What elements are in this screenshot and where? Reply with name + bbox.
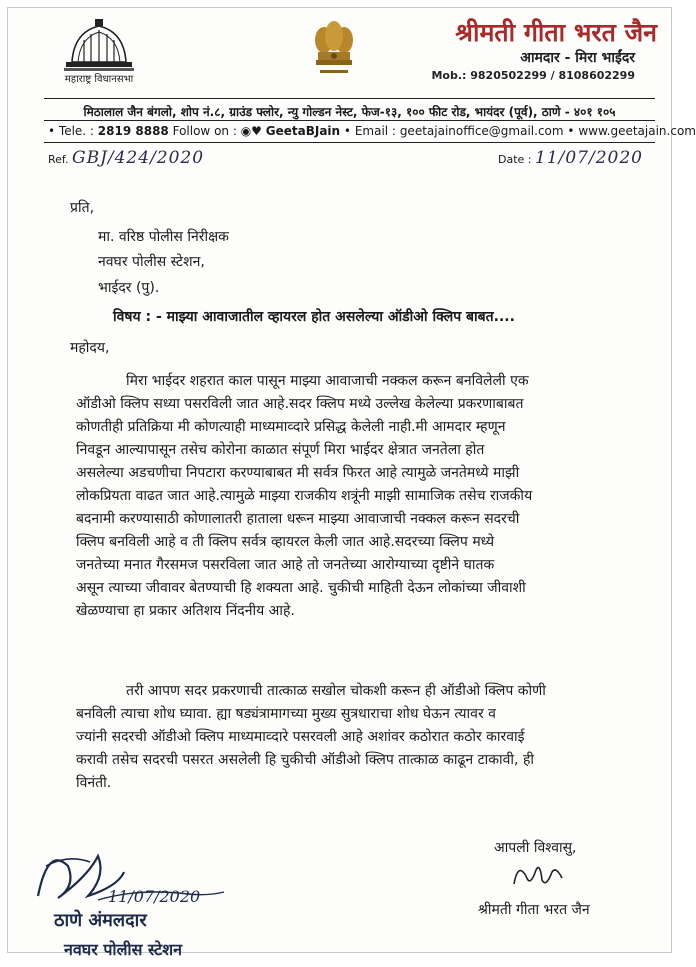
tel-value: 2819 8888	[97, 124, 169, 138]
para1-line: लोकप्रियता वाढत जात आहे.त्यामुळे माझ्या राजकीय शत्रूंनी माझी सामाजिक तसेच राजकीय	[76, 488, 533, 504]
signatory-name: श्रीमती गीता भरत जैन	[478, 902, 590, 918]
tel-label: Tele. :	[58, 124, 94, 138]
subject-line: विषय : - माझ्या आवाजातील व्हायरल होत असलेल्या ऑडीओ क्लिप बाबत....	[113, 309, 515, 325]
ref-value: GBJ/424/2020	[72, 148, 205, 168]
para1-line: निवडून आल्यापासून तसेच कोरोना काळात संपूर्ण मिरा भाईदर क्षेत्रात जनतेला होत	[76, 442, 485, 458]
letterhead-address: मिठालाल जैन बंगलो, शोप नं.८, ग्राउंड फ्लोर, न्यु गोल्डन नेस्ट, फेज-१३, १०० फीट रोड, भायंदर (पूर्व), ठाणे - ४०१ १०५	[83, 105, 616, 119]
national-emblem-icon	[308, 18, 360, 88]
date-line	[498, 148, 643, 168]
para1-line: खेळण्याचा हा प्रकार अतिशय निंदनीय आहे.	[76, 603, 295, 619]
social-icons: ◉♥	[240, 124, 262, 138]
para1-line: मिरा भाईदर शहरात काल पासून माझ्या आवाजाची नक्कल करून बनविलेली एक	[126, 373, 529, 389]
recipient-line1: मा. वरिष्ठ पोलीस निरीक्षक	[98, 229, 229, 245]
header-rule-top	[44, 98, 655, 99]
mla-signature	[508, 858, 568, 894]
mla-title: आमदार - मिरा भाईंदर	[520, 50, 635, 66]
ref-label: Ref.	[48, 153, 69, 166]
para2-line: तरी आपण सदर प्रकरणाची तात्काळ सखोल चोकशी करून ही ऑडीओ क्लिप कोणी	[126, 683, 546, 699]
follow-label: Follow on :	[172, 124, 237, 138]
letterhead	[8, 8, 671, 100]
contact-line	[48, 124, 696, 138]
salutation: महोदय,	[70, 340, 110, 356]
mla-name: श्रीमती गीता भरत जैन	[455, 18, 657, 47]
police-stamp-signature	[28, 836, 238, 954]
para2-line: विनंती.	[76, 775, 112, 791]
para1-line: असून त्याच्या जीवावर बेतण्याची हि शक्यता आहे. चुकीची माहिती देऊन लोकांच्या जीवाशी	[76, 580, 526, 596]
letter-page	[7, 7, 696, 959]
recipient-line3: भाईदर (पु).	[98, 280, 160, 296]
mla-mobile: Mob.: 9820502299 / 8108602299	[431, 69, 635, 82]
header-rule-mid	[44, 120, 655, 121]
header-rule-bottom	[44, 142, 655, 143]
para2-line: करावी तसेच सदरची पसरत असलेली हि चुकीची ऑडीओ क्लिप तात्काळ काढून टाकावी, ही	[76, 752, 534, 768]
paragraph-1	[76, 370, 636, 623]
stamp-date: 11/07/2020	[108, 887, 201, 906]
email-value: geetajainoffice@gmail.com	[399, 124, 564, 138]
recipient-line2: नवघर पोलीस स्टेशन,	[98, 254, 205, 270]
bullet-icon: •	[48, 124, 56, 138]
para1-line: बदनामी करण्यासाठी कोणालातरी हाताला धरून माझ्या आवाजाची नक्कल करून सदरची	[76, 511, 520, 527]
para2-line: बनविली त्याचा शोध घ्यावा. ह्या षड्यंत्रामागच्या मुख्य सुत्रधाराचा शोध घेऊन त्यावर व	[76, 706, 496, 722]
social-handle: GeetaBJain	[265, 124, 341, 138]
paragraph-2	[76, 680, 636, 795]
assembly-logo	[56, 16, 142, 96]
mla-block	[397, 18, 657, 84]
website: www.geetajain.com	[578, 124, 696, 138]
date-label: Date :	[498, 153, 532, 166]
assembly-label: महाराष्ट्र विधानसभा	[64, 74, 134, 85]
ref-line	[48, 148, 204, 168]
bullet-icon: •	[567, 124, 575, 138]
recipient-prati: प्रति,	[70, 200, 95, 216]
para1-line: क्लिप बनविली आहे व ती क्लिप सर्वत्र व्हायरल केली जात आहे.सदरच्या क्लिप मध्ये	[76, 534, 495, 550]
para2-line: ज्यांनी सदरची ऑडीओ क्लिप माध्यमाव्दारे पसरवली आहे अशांवर कठोरात कठोर कारवाई	[76, 729, 525, 745]
para1-line: असलेल्या अडचणीचा निपटारा करण्याबाबत मी सर्वत्र फिरत आहे त्यामुळे जनतेमध्ये माझी	[76, 465, 520, 481]
email-label: Email :	[354, 124, 396, 138]
para1-line: जनतेच्या मनात गैरसमज पसरविला जात आहे तो जनतेच्या आरोग्याच्या दृष्टीने घातक	[76, 557, 495, 573]
para1-line: कोणतीही प्रतिक्रिया मी कोणत्याही माध्यमाव्दारे प्रसिद्ध केलेली नाही.मी आमदार म्हणून	[76, 419, 506, 435]
vidhan-bhavan-icon	[64, 16, 134, 74]
date-value: 11/07/2020	[535, 148, 643, 168]
bullet-icon: •	[343, 124, 351, 138]
stamp-line-2: नवघर पोलीस स्टेशन	[64, 940, 183, 959]
closing: आपली विश्वासु,	[494, 840, 577, 856]
para1-line: ऑडीओ क्लिप सध्या पसरविली जात आहे.सदर क्लिप मध्ये उल्लेख केलेल्या प्रकरणाबाबत	[76, 396, 524, 412]
stamp-line-1: ठाणे अंमलदार	[54, 910, 147, 931]
